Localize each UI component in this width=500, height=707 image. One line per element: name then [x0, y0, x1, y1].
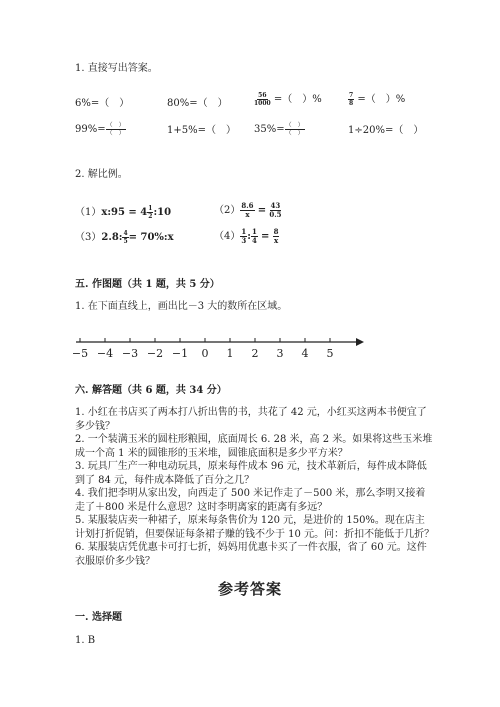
number-line-tick-label: 5: [326, 347, 334, 360]
item-percent-99: [75, 122, 126, 137]
fraction-denominator: 0.5: [269, 210, 282, 219]
proportion-rhs: :10: [153, 207, 172, 218]
fraction-denominator: 8: [349, 100, 354, 107]
fraction-numerator: 1: [241, 227, 247, 236]
number-line-arrow-icon: [356, 338, 364, 346]
number-line-tick-label: −1: [171, 347, 189, 360]
fraction-numerator: 56: [258, 92, 267, 99]
question-line: 4. 我们把李明从家出发，向西走了 500 米记作走了－500 米，那么李明又接着: [75, 488, 426, 499]
fraction-denominator: 5: [123, 238, 128, 245]
fraction-numerator: 7: [349, 92, 354, 99]
fraction-numerator: （ ）: [106, 122, 125, 129]
section-heading-direct-answers: 1. 直接写出答案。: [75, 63, 158, 74]
item-one-div-20-percent: 1÷20%=（ ）: [348, 125, 424, 136]
question-line: 5. 某服装店卖一种裙子，原来每条售价为 120 元，是进价的 150%。现在店主: [75, 515, 425, 526]
number-line-tick-label: 0: [201, 347, 209, 360]
fraction-numerator: 43: [270, 201, 281, 210]
number-line-tick-label: −2: [146, 347, 164, 360]
number-line-tick-label: −5: [71, 347, 89, 360]
proportion-colon: :: [247, 231, 251, 242]
number-line-tick-label: 1: [226, 347, 234, 360]
proportion-1: [75, 205, 171, 220]
fraction-denominator: 1000: [254, 100, 271, 107]
fraction-numerator: 4: [123, 230, 128, 237]
fraction-denominator: 2: [148, 213, 153, 220]
answer-questions-body: [75, 406, 434, 568]
proportion-3: [75, 230, 174, 245]
fraction-denominator: （ ）: [106, 130, 125, 137]
number-line-tick-label: 2: [251, 347, 259, 360]
fraction-numerator: 1: [148, 205, 153, 212]
answers-subheading: 一. 选择题: [75, 612, 122, 623]
proportion-equals: =: [261, 231, 270, 242]
fraction-denominator: x: [245, 210, 250, 219]
question-line: 多少钱？: [75, 420, 115, 432]
item-one-plus-5-percent: 1+5%=（ ）: [167, 125, 236, 136]
number-line-tick-label: −3: [121, 347, 139, 360]
question-line: 3. 玩具厂生产一种电动玩具，原来每件成本 96 元，技术革新后，每件成本降低: [75, 461, 427, 472]
proportion-label: （4）: [214, 231, 241, 242]
question-line: 计划打折促销，但要保证每条裙子赚的钱不少于 10 元。问：折扣不能低于几折？: [75, 528, 435, 540]
number-line-tick-label: 3: [276, 347, 284, 360]
item-prefix: 35%=: [254, 124, 285, 135]
proportion-2: [214, 202, 282, 219]
question-line: 2. 一个装满玉米的圆柱形粮囤，底面周长 6. 28 米，高 2 米。如果将这些玉米堆: [75, 434, 433, 445]
item-tail: =（ ）%: [357, 94, 406, 105]
item-percent-80: 80%=（ ）: [167, 98, 228, 109]
fraction-numerator: 8.6: [241, 201, 254, 210]
answers-title: 参考答案: [217, 580, 282, 598]
question-line: 走了＋800 米是什么意思？这时李明离家的距离有多远？: [75, 501, 328, 513]
item-percent-35: [254, 122, 305, 137]
question-line: 1. 小红在书店买了两本打八折出售的书，共花了 42 元，小红买这两本书便宜了: [75, 407, 427, 418]
question-line: 6. 某服装店凭优惠卡可打七折，妈妈用优惠卡买了一件衣服，省了 60 元。这件: [75, 542, 427, 553]
proportion-label: （3）: [75, 232, 102, 243]
item-fraction-7-8: [348, 92, 405, 107]
proportion-lhs: x:95 = 4: [101, 207, 148, 218]
fraction-numerator: （ ）: [285, 122, 304, 129]
question-line: 衣服原价多少钱？: [75, 555, 155, 567]
section-heading-drawing: 五. 作图题（共 1 题，共 5 分）: [75, 279, 220, 290]
fraction-denominator: 4: [251, 236, 257, 245]
proportion-rhs: = 70%:x: [128, 232, 174, 243]
number-line-tick-label: 4: [301, 347, 309, 360]
question-line: 成一个高 1 米的圆锥形的玉米堆，圆锥底面积是多少平方米？: [75, 447, 348, 459]
question-line: 到了 84 元，每件成本降低了百分之几？: [75, 474, 255, 486]
proportion-prefix: 2.8:: [101, 232, 123, 243]
drawing-question-1: 1. 在下面直线上，画出比－3 大的数所在区域。: [75, 301, 288, 312]
fraction-denominator: 3: [241, 236, 247, 245]
fraction-denominator: x: [273, 236, 279, 245]
fraction-denominator: （ ）: [285, 130, 304, 137]
item-percent-6: 6%=（ ）: [75, 98, 130, 109]
proportion-4: [214, 228, 279, 245]
section-heading-answer-questions: 六. 解答题（共 6 题，共 34 分）: [75, 385, 227, 396]
fraction-numerator: 8: [273, 227, 279, 236]
section-heading-solve-proportion: 2. 解比例。: [75, 169, 128, 180]
item-tail: =（ ）%: [273, 94, 322, 105]
number-line-tick-label: −4: [96, 347, 114, 360]
answer-1: 1. B: [75, 635, 96, 646]
proportion-equals: =: [257, 205, 267, 216]
proportion-label: （1）: [75, 207, 102, 218]
item-fraction-56-1000: [254, 92, 322, 107]
proportion-label: （2）: [214, 205, 241, 216]
number-line: [70, 330, 370, 366]
fraction-numerator: 1: [251, 227, 257, 236]
item-prefix: 99%=: [75, 124, 106, 135]
